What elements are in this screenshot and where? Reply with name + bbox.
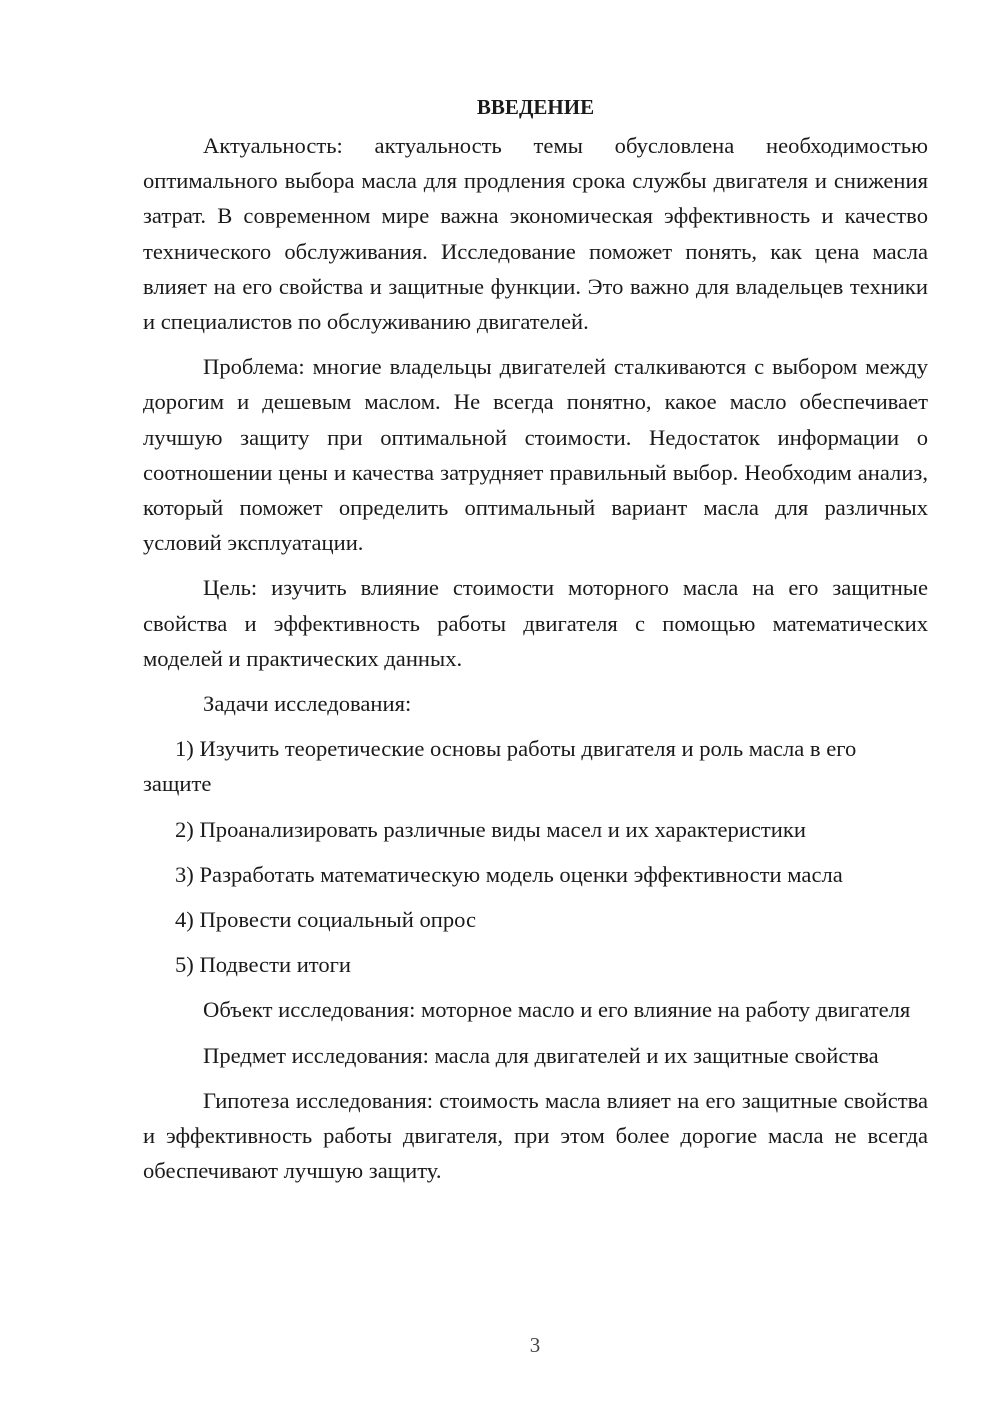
paragraph-goal: Цель: изучить влияние стоимости моторного масла на его защитные свойства и эффективность работы двигателя с помощью математических моделей и практических данных.	[143, 575, 928, 671]
tasks-heading: Задачи исследования:	[203, 691, 412, 717]
list-item-task-4: 4) Провести социальный опрос	[175, 907, 477, 933]
paragraph-object: Объект исследования: моторное масло и его влияние на работу двигателя	[203, 997, 911, 1023]
document-body	[143, 90, 928, 1198]
list-item-task-5: 5) Подвести итоги	[175, 952, 352, 978]
list-item-task-2: 2) Проанализировать различные виды масел и их характеристики	[175, 816, 806, 842]
list-item-task-1: 1) Изучить теоретические основы работы двигателя и роль масла в его защите	[143, 736, 857, 797]
page-number: 3	[529, 1333, 541, 1357]
paragraph-relevance: Актуальность: актуальность темы обусловлена необходимостью оптимального выбора масла для продления срока службы двигателя и снижения затрат. В современном мире важна экономическая эффективность и качество технического обслуживания. Исследование поможет понять, как цена масла влияет на его свойства и защитные функции. Это важно для владельцев техники и специалистов по обслуживанию двигателей.	[143, 133, 928, 335]
list-item-task-3: 3) Разработать математическую модель оценки эффективности масла	[175, 861, 843, 887]
paragraph-subject: Предмет исследования: масла для двигателей и их защитные свойства	[203, 1042, 879, 1068]
paragraph-problem: Проблема: многие владельцы двигателей сталкиваются с выбором между дорогим и дешевым маслом. Не всегда понятно, какое масло обеспечивает лучшую защиту при оптимальной стоимости. Недостаток информации о соотношении цены и качества затрудняет правильный выбор. Необходим анализ, который поможет определить оптимальный вариант масла для различных условий эксплуатации.	[143, 354, 928, 556]
page-title: ВВЕДЕНИЕ	[476, 95, 595, 119]
paragraph-hypothesis: Гипотеза исследования: стоимость масла влияет на его защитные свойства и эффективность работы двигателя, при этом более дорогие масла не всегда обеспечивают лучшую защиту.	[143, 1087, 928, 1184]
